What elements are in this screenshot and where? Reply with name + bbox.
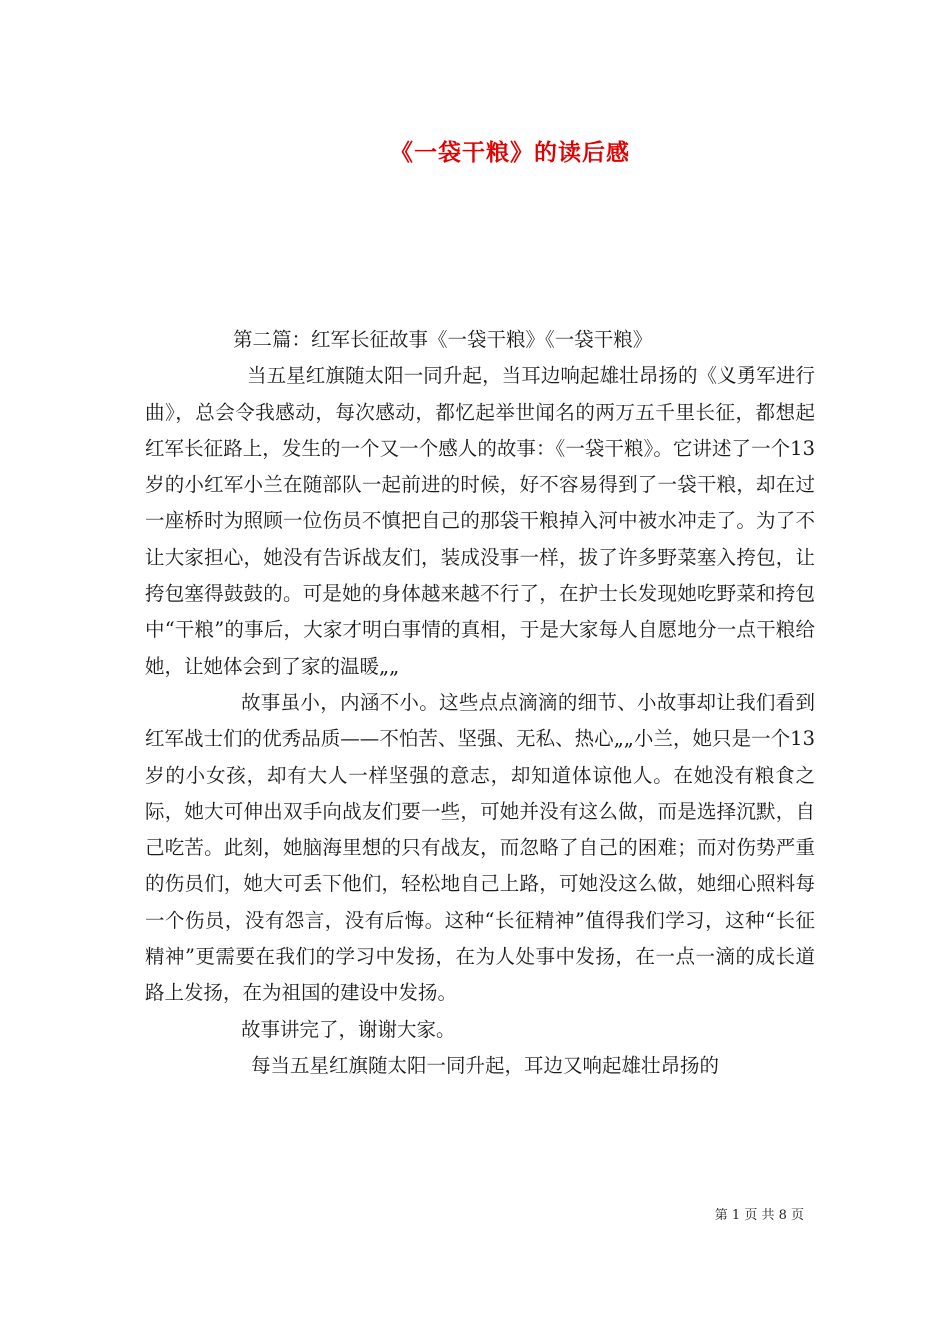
page-number: 第 1 页 共 8 页 [714,1208,804,1223]
paragraph-2: 故事虽小，内涵不小。这些点点滴滴的细节、小故事却让我们看到红军战士们的优秀品质——不怕苦、坚强、无私、热心„„小兰，她只是一个13岁的小女孩，却有大人一样坚强的意志，却知道体谅他人。在她没有粮食之际，她大可伸出双手向战友们要一些，可她并没有这么做，而是选择沉默，自己吃苦。此刻，她脑海里想的只有战友，而忽略了自己的困难；而对伤势严重的伤员们，她大可丢下他们，轻松地自己上路，可她没这么做，她细心照料每一个伤员，没有怨言，没有后悔。这种“长征精神”值得我们学习，这种“长征精神”更需要在我们的学习中发扬，在为人处事中发扬，在一点一滴的成长道路上发扬，在为祖国的建设中发扬。 [145,690,815,1005]
document-title: 《一袋干粮》的读后感 [390,139,630,166]
paragraph-4: 每当五星红旗随太阳一同升起，耳边又响起雄壮昂扬的 [251,1053,720,1077]
document-subtitle: 第二篇：红军长征故事《一袋干粮》《一袋干粮》 [233,328,653,351]
paragraph-3: 故事讲完了，谢谢大家。 [241,1017,456,1041]
document-body [145,322,815,1084]
paragraph-1: 当五星红旗随太阳一同升起，当耳边响起雄壮昂扬的《义勇军进行曲》，总会令我感动，每次感动，都忆起举世闻名的两万五千里长征，都想起红军长征路上，发生的一个又一个感人的故事：《一袋干粮》。它讲述了一个13岁的小红军小兰在随部队一起前进的时候，好不容易得到了一袋干粮，却在过一座桥时为照顾一位伤员不慎把自己的那袋干粮掉入河中被水冲走了。为了不让大家担心，她没有告诉战友们，装成没事一样，拔了许多野菜塞入挎包，让挎包塞得鼓鼓的。可是她的身体越来越不行了，在护士长发现她吃野菜和挎包中“干粮”的事后，大家才明白事情的真相，于是大家每人自愿地分一点干粮给她，让她体会到了家的温暖„„ [145,364,815,678]
